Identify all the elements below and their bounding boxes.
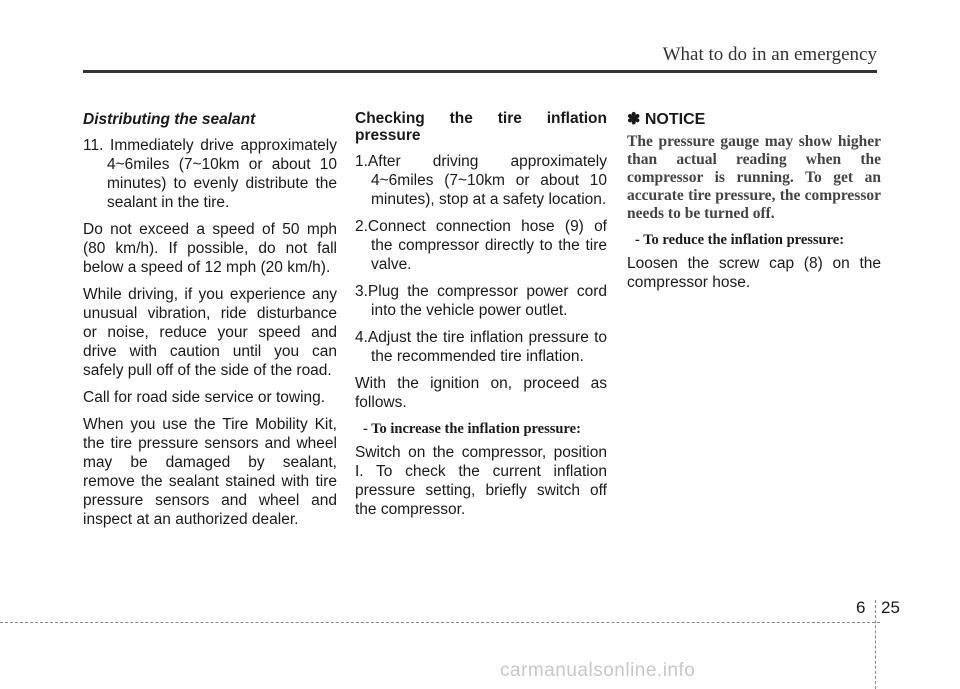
watermark: carmanualsonline.info	[500, 660, 696, 681]
notice-heading	[627, 110, 881, 129]
column-middle	[355, 110, 607, 527]
footer-divider	[875, 600, 876, 689]
column-right	[627, 110, 881, 300]
subheading-reduce-pressure: - To reduce the inflation pressure:	[635, 232, 845, 248]
paragraph-ignition: With the ignition on, proceed as follows.	[355, 375, 607, 411]
header-rule	[83, 70, 877, 73]
heading-checking-pressure: Checking the tire inflation pressure	[355, 110, 607, 144]
heading-distributing-sealant: Distributing the sealant	[83, 111, 256, 128]
footer-rule	[0, 622, 880, 623]
paragraph-roadside: Call for road side service or towing.	[83, 389, 326, 406]
paragraph-speed: Do not exceed a speed of 50 mph (80 km/h). If possible, do not fall below a speed of 12 mph (20 km/h).	[83, 221, 337, 276]
notice-title: NOTICE	[644, 111, 706, 128]
page-number: 25	[881, 598, 900, 617]
section-title: What to do in an emergency	[662, 44, 877, 65]
step-2: 2.Connect connection hose (9) of the compressor directly to the tire valve.	[355, 218, 607, 273]
paragraph-increase-pressure: Switch on the compressor, position I. To check the current inflation pressure setting, briefly switch off the compressor.	[355, 444, 607, 518]
subheading-increase-pressure: - To increase the inflation pressure:	[363, 421, 581, 437]
step-4: 4.Adjust the tire inflation pressure to the recommended tire inflation.	[355, 329, 607, 365]
chapter-number: 6	[856, 598, 866, 617]
notice-body: The pressure gauge may show higher than actual reading when the compressor is running. To get an accurate tire pressure, the compressor needs to be turned off.	[627, 133, 881, 222]
paragraph-reduce-pressure: Loosen the screw cap (8) on the compressor hose.	[627, 255, 881, 291]
paragraph-mobility-kit: When you use the Tire Mobility Kit, the tire pressure sensors and wheel may be damaged by sealant, remove the sealant stained with tire pressure sensors and wheel and inspect at an authorized dealer.	[83, 416, 337, 528]
notice-mark-icon: ✽	[627, 111, 641, 128]
step-1: 1.After driving approximately 4~6miles (7~10km or about 10 minutes), stop at a safety location.	[355, 153, 607, 208]
paragraph-vibration: While driving, if you experience any unusual vibration, ride disturbance or noise, reduce your speed and drive with caution until you can safely pull off of the side of the road.	[83, 286, 337, 379]
step-11: 11. Immediately drive approximately 4~6miles (7~10km or about 10 minutes) to evenly distribute the sealant in the tire.	[83, 137, 337, 211]
step-3: 3.Plug the compressor power cord into the vehicle power outlet.	[355, 283, 607, 319]
column-left	[83, 110, 337, 537]
